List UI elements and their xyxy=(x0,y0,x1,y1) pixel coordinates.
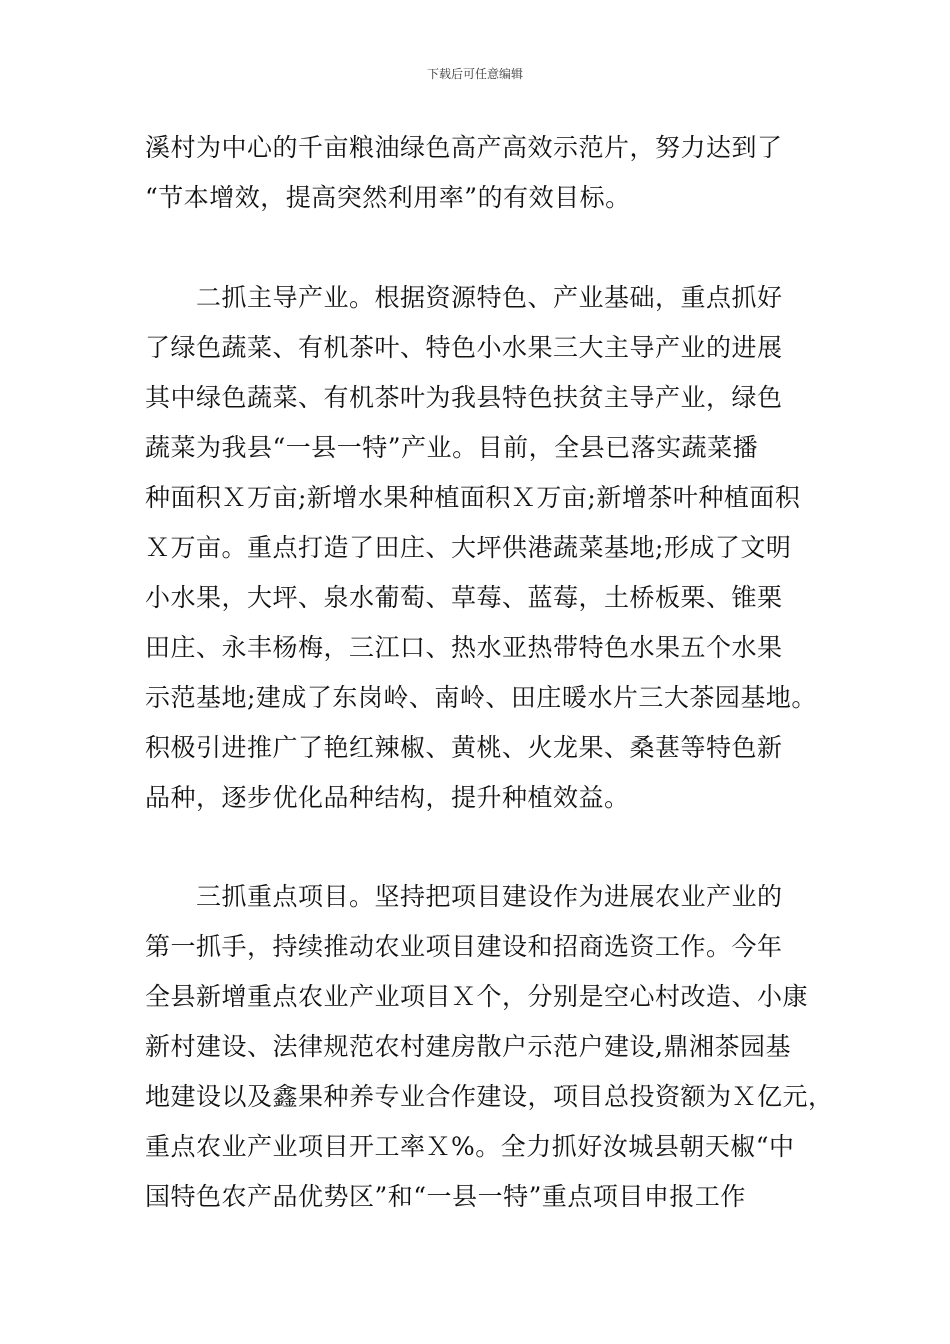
text-line: 田庄、永丰杨梅，三江口、热水亚热带特色水果五个水果 xyxy=(145,633,783,662)
text-line: 地建设以及鑫果种养专业合作建设，项目总投资额为Ｘ亿元， xyxy=(145,1082,834,1111)
text-line: 种面积Ｘ万亩;新增水果种植面积Ｘ万亩;新增茶叶种植面积 xyxy=(145,483,801,512)
text-line: 溪村为中心的千亩粮油绿色高产高效示范片，努力达到了 xyxy=(145,133,783,162)
text-line: “节本增效，提高突然利用率”的有效目标。 xyxy=(145,183,631,212)
text-line: 小水果，大坪、泉水葡萄、草莓、蓝莓，土桥板栗、锥栗 xyxy=(145,583,783,612)
text-line: 示范基地;建成了东岗岭、南岭、田庄暖水片三大茶园基地。 xyxy=(145,683,817,712)
text-line: Ｘ万亩。重点打造了田庄、大坪供港蔬菜基地;形成了文明 xyxy=(145,533,792,562)
text-line: 其中绿色蔬菜、有机茶叶为我县特色扶贫主导产业，绿色 xyxy=(145,383,783,412)
text-line: 二抓主导产业。根据资源特色、产业基础，重点抓好 xyxy=(145,283,783,312)
text-line: 品种，逐步优化品种结构，提升种植效益。 xyxy=(145,783,630,812)
text-line: 国特色农产品优势区”和“一县一特”重点项目申报工作 xyxy=(145,1182,746,1211)
text-line: 三抓重点项目。坚持把项目建设作为进展农业产业的 xyxy=(145,882,783,911)
text-line: 积极引进推广了艳红辣椒、黄桃、火龙果、桑葚等特色新 xyxy=(145,733,783,762)
text-line: 重点农业产业项目开工率Ｘ%。全力抓好汝城县朝天椒“中 xyxy=(145,1132,795,1161)
text-line: 新村建设、法律规范农村建房散户示范户建设,鼎湘茶园基 xyxy=(145,1032,791,1061)
text-line: 蔬菜为我县“一县一特”产业。目前，全县已落实蔬菜播 xyxy=(145,433,759,462)
page-header: 下载后可任意编辑 xyxy=(426,67,523,81)
text-line: 第一抓手，持续推动农业项目建设和招商选资工作。今年 xyxy=(145,932,783,961)
text-line: 了绿色蔬菜、有机茶叶、特色小水果三大主导产业的进展 xyxy=(145,333,783,362)
text-line: 全县新增重点农业产业项目Ｘ个，分别是空心村改造、小康 xyxy=(145,982,809,1011)
